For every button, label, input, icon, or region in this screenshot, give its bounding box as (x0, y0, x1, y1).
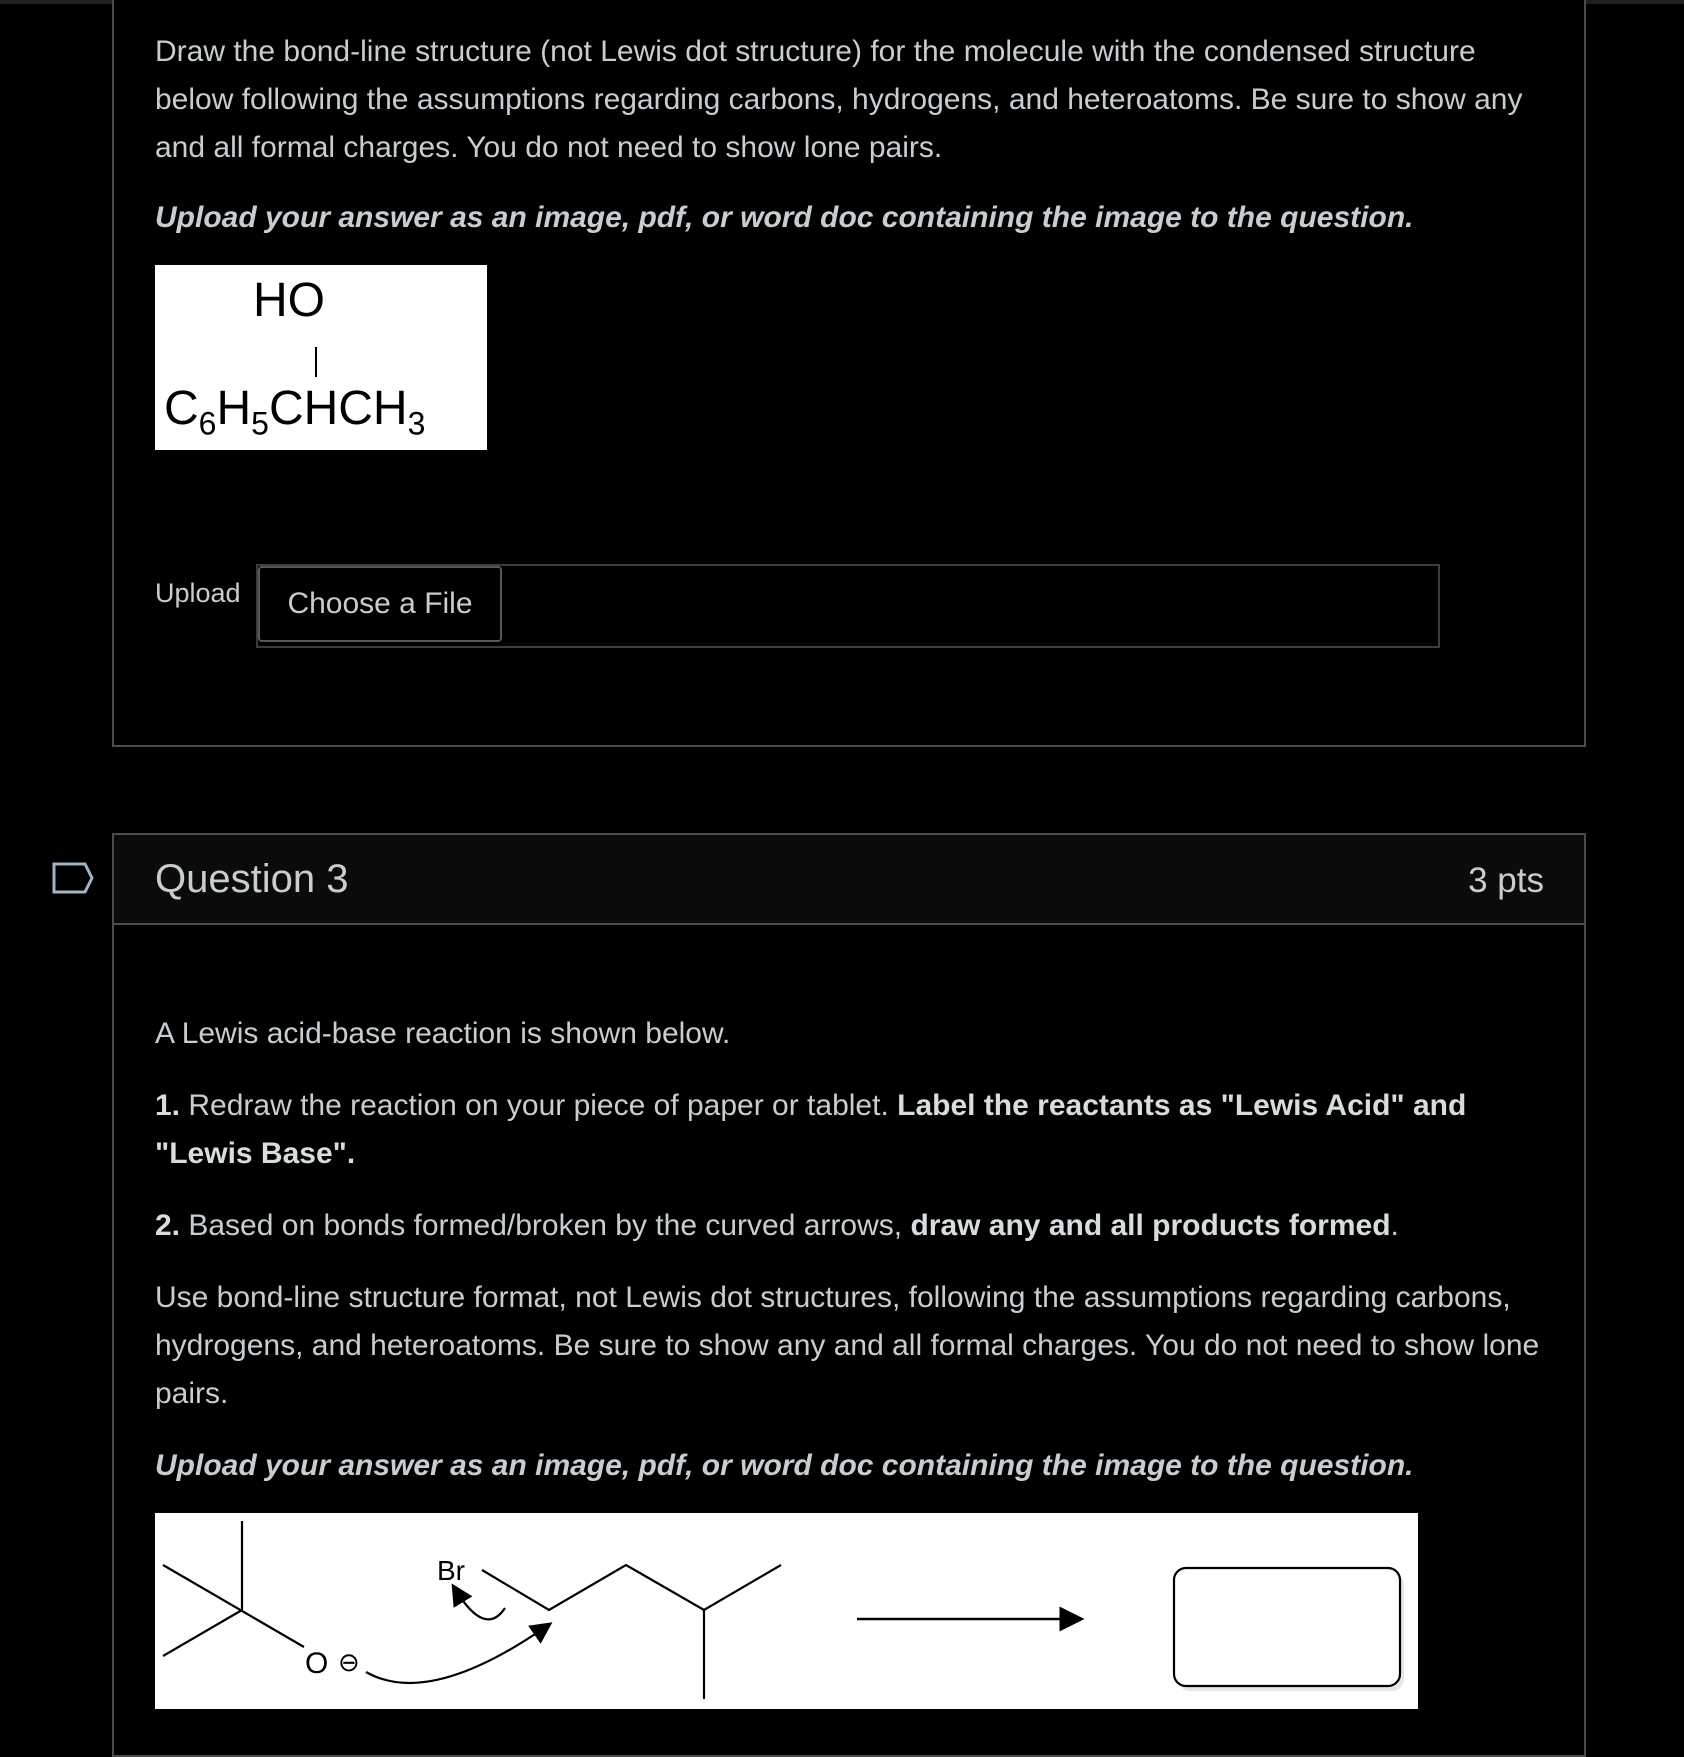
question-2-panel (112, 0, 1586, 747)
condensed-formula (164, 381, 425, 443)
formula-rest: CHCH (268, 382, 408, 435)
question-3-format-note: Use bond-line structure format, not Lewis dot structures, following the assumptions regarding carbons, hydrogens, and heteroatoms. Be sure to show any and all formal charges. You do not need to show lone pairs. (155, 1281, 1540, 1410)
question-3-header (114, 835, 1584, 925)
question-2-upload-note: Upload your answer as an image, pdf, or word doc containing the image to the question. (155, 201, 1414, 234)
condensed-structure-image (155, 265, 487, 450)
question-3-upload-note: Upload your answer as an image, pdf, or word doc containing the image to the question. (155, 1449, 1414, 1482)
formula-h: H (216, 382, 252, 435)
curved-arrow-nucleophile (366, 1626, 547, 1683)
question-2-instructions: Draw the bond-line structure (not Lewis dot structure) for the molecule with the condensed structure below following the assumptions regarding carbons, hydrogens, and heteroatoms. Be sure to show any and all formal charges. You do not need to show lone pairs. (155, 35, 1523, 164)
formula-c-sub: 6 (198, 405, 217, 442)
bond (163, 1610, 242, 1656)
formula-c: C (164, 382, 199, 435)
question-3-step-1: 1. Redraw the reaction on your piece of paper or tablet. Label the reactants as "Lewis Acid" and "Lewis Base". (155, 1089, 1467, 1170)
negative-charge: ⊖ (338, 1647, 360, 1677)
bromine-label: Br (437, 1555, 465, 1586)
choose-file-button[interactable]: Choose a File (258, 566, 502, 642)
oxygen-label: O (305, 1647, 329, 1680)
flag-question-icon[interactable] (52, 862, 94, 894)
question-3-intro: A Lewis acid-base reaction is shown below. (155, 1017, 731, 1050)
upload-label: Upload (155, 578, 241, 608)
reaction-diagram (155, 1513, 1418, 1709)
reaction-image (155, 1513, 1418, 1709)
formula-ch3-sub: 3 (407, 405, 426, 442)
question-title: Question 3 (155, 857, 349, 901)
alkyl-chain (482, 1565, 781, 1610)
bond (163, 1565, 304, 1647)
question-points: 3 pts (1468, 861, 1544, 900)
file-upload-field[interactable] (256, 564, 1440, 648)
question-3-panel (112, 833, 1586, 1757)
question-3-step-2: 2. Based on bonds formed/broken by the curved arrows, draw any and all products formed. (155, 1209, 1399, 1242)
formula-h-sub: 5 (251, 405, 269, 442)
curved-arrow-leaving-group (455, 1589, 505, 1619)
hydroxyl-label: HO (253, 274, 325, 327)
product-box (1174, 1568, 1400, 1686)
